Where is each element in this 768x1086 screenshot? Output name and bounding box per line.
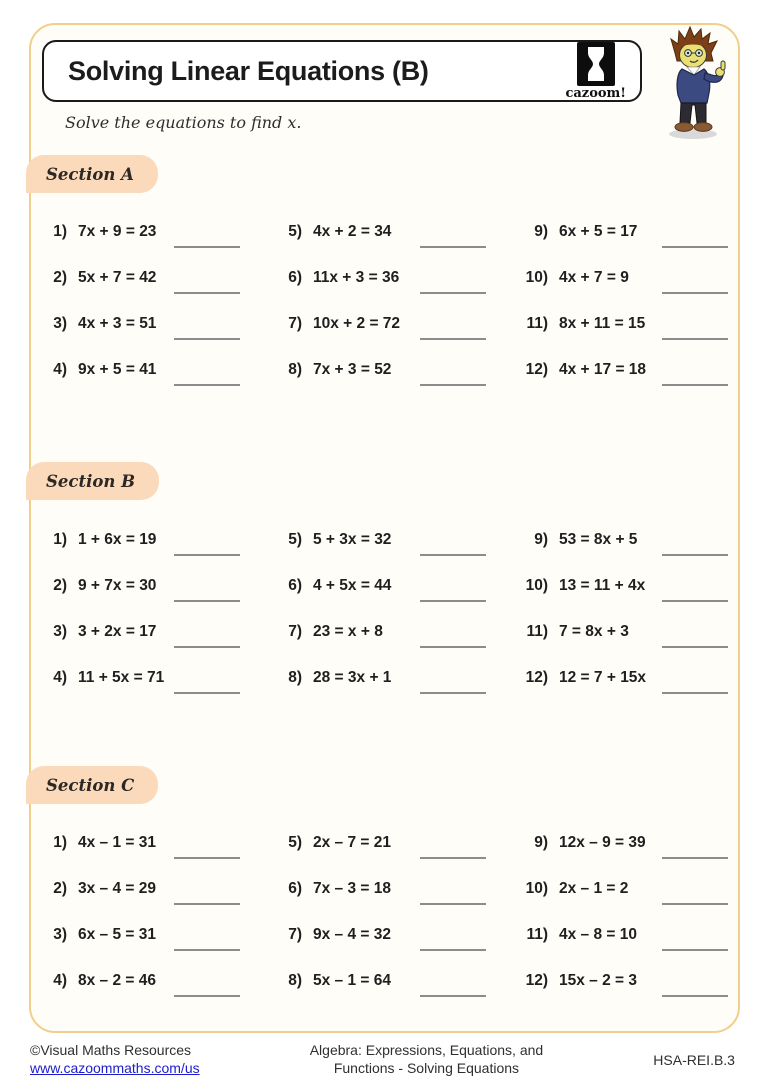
problem-row	[33, 517, 240, 563]
problem-number: 9)	[534, 531, 548, 548]
problem-row	[268, 609, 486, 655]
worksheet-page	[29, 23, 740, 1033]
equation-text: 1 + 6x = 19	[78, 531, 157, 548]
answer-blank-line	[174, 692, 240, 694]
problem-row	[514, 912, 728, 958]
problem-number: 4)	[53, 972, 67, 989]
answer-blank-line	[420, 384, 486, 386]
problem-number: 8)	[288, 361, 302, 378]
section-c-problems	[33, 820, 734, 1004]
problem-row	[268, 820, 486, 866]
problem-number: 3)	[53, 623, 67, 640]
problem-number: 6)	[288, 269, 302, 286]
problem-row	[33, 912, 240, 958]
answer-blank-line	[662, 554, 728, 556]
title-box	[42, 40, 642, 102]
equation-text: 5x – 1 = 64	[313, 972, 391, 989]
problem-number: 11)	[526, 926, 548, 943]
problem-row	[268, 912, 486, 958]
equation-text: 5x + 7 = 42	[78, 269, 157, 286]
problem-row	[33, 866, 240, 912]
problem-row	[514, 563, 728, 609]
footer-credits	[30, 1042, 200, 1077]
equation-text: 7 = 8x + 3	[559, 623, 629, 640]
answer-blank-line	[420, 554, 486, 556]
footer-topic	[310, 1042, 543, 1077]
answer-blank-line	[662, 903, 728, 905]
equation-text: 9 + 7x = 30	[78, 577, 157, 594]
problem-number: 8)	[288, 669, 302, 686]
problem-number: 4)	[53, 669, 67, 686]
problem-row	[268, 866, 486, 912]
problem-number: 7)	[288, 926, 302, 943]
problem-number: 12)	[525, 361, 548, 378]
answer-blank-line	[662, 995, 728, 997]
answer-blank-line	[174, 554, 240, 556]
section-b-problems	[33, 517, 734, 701]
equation-text: 11 + 5x = 71	[78, 669, 165, 686]
problem-row	[33, 655, 240, 701]
equation-text: 4x + 7 = 9	[559, 269, 629, 286]
answer-blank-line	[420, 692, 486, 694]
equation-text: 12 = 7 + 15x	[559, 669, 647, 686]
equation-text: 4 + 5x = 44	[313, 577, 392, 594]
logo-word: cazoom!	[565, 86, 626, 101]
answer-blank-line	[174, 292, 240, 294]
answer-blank-line	[662, 292, 728, 294]
equation-text: 23 = x + 8	[313, 623, 383, 640]
answer-blank-line	[662, 857, 728, 859]
equation-text: 4x – 8 = 10	[559, 926, 637, 943]
answer-blank-line	[662, 949, 728, 951]
answer-blank-line	[420, 600, 486, 602]
problem-row	[33, 347, 240, 393]
equation-text: 4x – 1 = 31	[78, 834, 156, 851]
instruction-text: Solve the equations to find x.	[65, 113, 302, 132]
problem-row	[268, 655, 486, 701]
answer-blank-line	[662, 646, 728, 648]
problem-row	[514, 609, 728, 655]
problem-row	[268, 563, 486, 609]
equation-text: 4x + 17 = 18	[559, 361, 647, 378]
answer-blank-line	[420, 857, 486, 859]
problem-number: 2)	[53, 577, 67, 594]
answer-blank-line	[662, 692, 728, 694]
mascot-boy-illustration	[657, 25, 731, 141]
answer-blank-line	[174, 338, 240, 340]
problem-row	[514, 866, 728, 912]
problem-number: 1)	[53, 531, 67, 548]
answer-blank-line	[420, 646, 486, 648]
equation-text: 9x + 5 = 41	[78, 361, 157, 378]
answer-blank-line	[174, 246, 240, 248]
answer-blank-line	[174, 384, 240, 386]
equation-text: 8x + 11 = 15	[559, 315, 646, 332]
equation-text: 13 = 11 + 4x	[559, 577, 646, 594]
problem-number: 5)	[288, 223, 302, 240]
problem-row	[514, 255, 728, 301]
problem-row	[268, 209, 486, 255]
problem-row	[514, 209, 728, 255]
answer-blank-line	[174, 646, 240, 648]
problem-number: 10)	[525, 880, 548, 897]
problem-row	[268, 255, 486, 301]
problem-number: 1)	[53, 834, 67, 851]
problem-number: 4)	[53, 361, 67, 378]
problem-row	[514, 301, 728, 347]
problem-row	[33, 301, 240, 347]
problem-number: 5)	[288, 834, 302, 851]
equation-text: 3x – 4 = 29	[78, 880, 156, 897]
answer-blank-line	[662, 600, 728, 602]
answer-blank-line	[420, 949, 486, 951]
problem-number: 12)	[525, 669, 548, 686]
problem-row	[33, 563, 240, 609]
problem-row	[33, 958, 240, 1004]
problem-row	[268, 958, 486, 1004]
equation-text: 5 + 3x = 32	[313, 531, 392, 548]
problem-row	[514, 517, 728, 563]
problem-row	[514, 655, 728, 701]
problem-number: 5)	[288, 531, 302, 548]
problem-row	[33, 209, 240, 255]
problem-number: 11)	[526, 315, 548, 332]
problem-number: 9)	[534, 834, 548, 851]
cazoom-logo	[565, 42, 626, 100]
problem-row	[268, 517, 486, 563]
cazoom-url-link[interactable]: www.cazoommaths.com/us	[30, 1059, 200, 1076]
equation-text: 7x – 3 = 18	[313, 880, 391, 897]
problem-row	[514, 820, 728, 866]
page-title: Solving Linear Equations (B)	[68, 55, 429, 86]
answer-blank-line	[662, 246, 728, 248]
equation-text: 4x + 3 = 51	[78, 315, 157, 332]
problem-row	[33, 255, 240, 301]
problem-number: 7)	[288, 315, 302, 332]
equation-text: 4x + 2 = 34	[313, 223, 392, 240]
problem-number: 12)	[525, 972, 548, 989]
equation-text: 53 = 8x + 5	[559, 531, 638, 548]
equation-text: 11x + 3 = 36	[313, 269, 400, 286]
equation-text: 7x + 3 = 52	[313, 361, 392, 378]
problem-number: 2)	[53, 269, 67, 286]
answer-blank-line	[174, 903, 240, 905]
equation-text: 6x – 5 = 31	[78, 926, 156, 943]
answer-blank-line	[420, 995, 486, 997]
standard-code: HSA-REI.B.3	[653, 1052, 735, 1068]
answer-blank-line	[174, 995, 240, 997]
answer-blank-line	[420, 292, 486, 294]
problem-row	[514, 958, 728, 1004]
problem-number: 1)	[53, 223, 67, 240]
problem-number: 6)	[288, 880, 302, 897]
answer-blank-line	[174, 949, 240, 951]
problem-number: 10)	[525, 269, 548, 286]
problem-row	[33, 820, 240, 866]
problem-row	[268, 347, 486, 393]
answer-blank-line	[420, 338, 486, 340]
equation-text: 9x – 4 = 32	[313, 926, 391, 943]
answer-blank-line	[174, 600, 240, 602]
section-a-problems	[33, 209, 734, 393]
equation-text: 7x + 9 = 23	[78, 223, 157, 240]
problem-number: 11)	[526, 623, 548, 640]
problem-number: 8)	[288, 972, 302, 989]
equation-text: 12x – 9 = 39	[559, 834, 646, 851]
answer-blank-line	[174, 857, 240, 859]
answer-blank-line	[420, 903, 486, 905]
section-c-label: Section C	[26, 766, 158, 804]
hourglass-icon	[577, 42, 615, 86]
problem-number: 2)	[53, 880, 67, 897]
equation-text: 15x – 2 = 3	[559, 972, 637, 989]
problem-number: 7)	[288, 623, 302, 640]
topic-line-2: Functions - Solving Equations	[333, 1059, 520, 1076]
answer-blank-line	[662, 338, 728, 340]
copyright-text: ©Visual Maths Resources	[30, 1042, 192, 1058]
problem-number: 3)	[53, 926, 67, 943]
problem-row	[33, 609, 240, 655]
section-a-label: Section A	[26, 155, 158, 193]
equation-text: 28 = 3x + 1	[313, 669, 392, 686]
problem-number: 10)	[525, 577, 548, 594]
section-b-label: Section B	[26, 462, 159, 500]
problem-row	[514, 347, 728, 393]
equation-text: 2x – 7 = 21	[313, 834, 391, 851]
equation-text: 2x – 1 = 2	[559, 880, 629, 897]
footer	[30, 1042, 735, 1077]
equation-text: 6x + 5 = 17	[559, 223, 638, 240]
problem-number: 9)	[534, 223, 548, 240]
problem-number: 6)	[288, 577, 302, 594]
answer-blank-line	[420, 246, 486, 248]
equation-text: 8x – 2 = 46	[78, 972, 156, 989]
topic-line-1: Algebra: Expressions, Equations, and	[309, 1042, 544, 1058]
answer-blank-line	[662, 384, 728, 386]
problem-row	[268, 301, 486, 347]
equation-text: 10x + 2 = 72	[313, 315, 401, 332]
problem-number: 3)	[53, 315, 67, 332]
equation-text: 3 + 2x = 17	[78, 623, 157, 640]
